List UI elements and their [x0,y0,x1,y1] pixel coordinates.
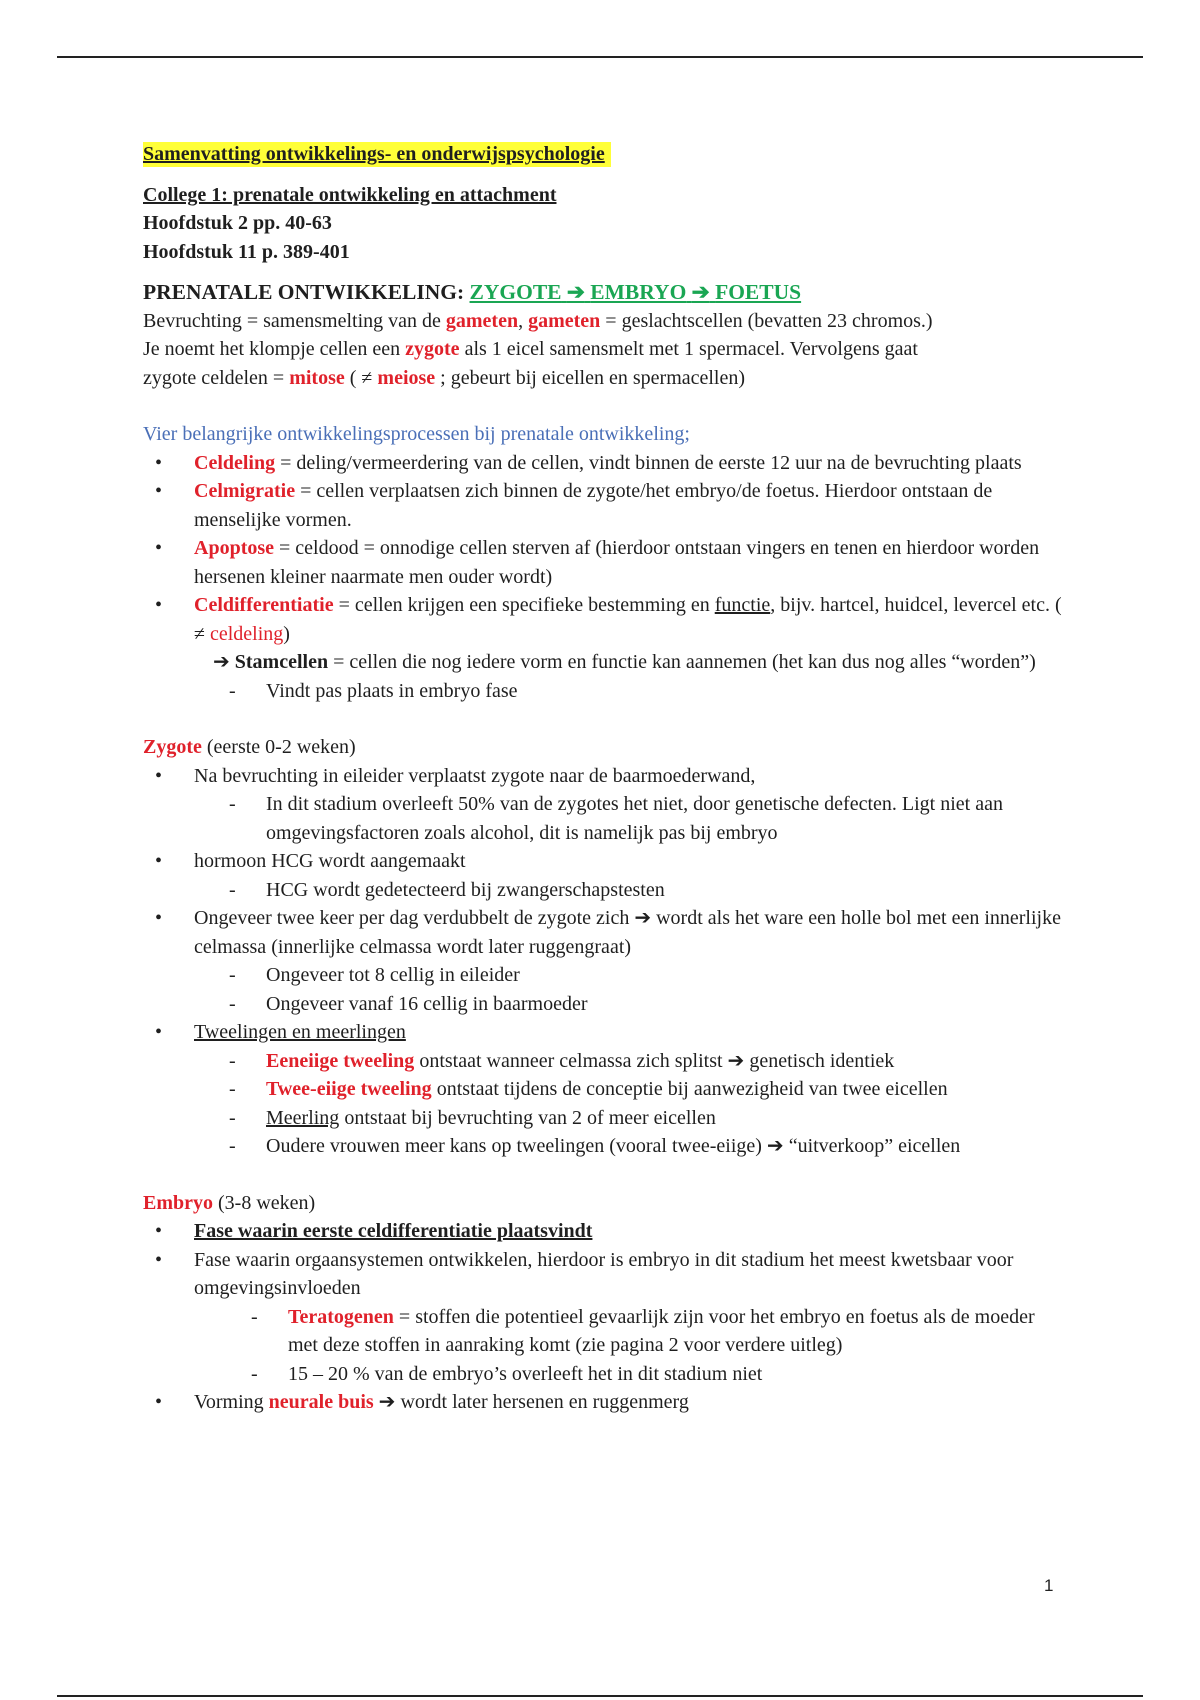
list-item: • Apoptose = celdood = onnodige cellen sterven af (hierdoor ontstaan vingers en tenen en hierdoor worden hersenen kleiner naarmate men ouder wordt) [143,534,1063,591]
zygote-heading: Zygote (eerste 0-2 weken) [143,736,356,758]
embryo-list [143,1217,1063,1417]
document-title: Samenvatting ontwikkelings- en onderwijspsychologie [143,142,611,167]
arrow-icon: ➔ [566,280,585,304]
list-item: - Eeneiige tweeling ontstaat wanneer celmassa zich splitst ➔ genetisch identiek [143,1047,1063,1076]
list-item: - Meerling ontstaat bij bevruchting van 2 of meer eicellen [143,1104,1063,1133]
zygote-list [143,762,1063,1161]
stage-zygote: ZYGOTE ➔ EMBRYO ➔ FOETUS [469,280,802,304]
paragraph-fertilization: Bevruchting = samensmelting van de gameten, gameten = geslachtscellen (bevatten 23 chromos.) [143,309,933,332]
prenatal-heading: PRENATALE ONTWIKKELING: ZYGOTE ➔ EMBRYO ➔ FOETUS [143,280,802,304]
list-item: • Celdifferentiatie = cellen krijgen een specifieke bestemming en functie, bijv. hartcel, huidcel, levercel etc. ( ≠ celdeling) [143,591,1063,648]
top-rule [57,56,1143,58]
arrow-icon: ➔ [634,907,652,929]
list-item: - Ongeveer tot 8 cellig in eileider [143,961,1063,990]
college-heading: College 1: prenatale ontwikkeling en attachment [143,183,557,206]
arrow-icon: ➔ [727,1049,745,1072]
embryo-heading: Embryo (3-8 weken) [143,1191,316,1214]
list-item: - HCG wordt gedetecteerd bij zwangerschapstesten [143,876,1063,905]
stemcells-note: ➔ Stamcellen = cellen die nog iedere vorm en functie kan aannemen (het kan dus nog alles “worden”) [213,651,1036,673]
processes-list [143,449,1063,649]
page-number: 1 [1044,1576,1054,1595]
list-item: • Celdeling = deling/vermeerdering van de cellen, vindt binnen de eerste 12 uur na de bevruchting plaats [143,449,1063,478]
list-item: - Teratogenen = stoffen die potentieel gevaarlijk zijn voor het embryo en foetus als de moeder met deze stoffen in aanraking komt (zie pagina 2 voor verdere uitleg) [143,1303,1063,1360]
arrow-icon: ➔ [766,1135,784,1157]
list-item: • Tweelingen en meerlingen [143,1018,1063,1047]
list-item: - Ongeveer vanaf 16 cellig in baarmoeder [143,990,1063,1019]
list-item: • Fase waarin eerste celdifferentiatie plaatsvindt [143,1217,1063,1246]
arrow-icon: ➔ [213,651,230,673]
list-item: • Ongeveer twee keer per dag verdubbelt de zygote zich ➔ wordt als het ware een holle bol met een innerlijke celmassa (innerlijke celmassa wordt later ruggengraat) [143,904,1063,961]
list-item: - Twee-eiige tweeling ontstaat tijdens de conceptie bij aanwezigheid van twee eicellen [143,1075,1063,1104]
list-item: - In dit stadium overleeft 50% van de zygotes het niet, door genetische defecten. Ligt niet aan omgevingsfactoren zoals alcohol, dit is namelijk pas bij embryo [143,790,1063,847]
chapter-ref-2: Hoofdstuk 11 p. 389-401 [143,240,350,263]
paragraph-mitosis: zygote celdelen = mitose ( ≠ meiose ; gebeurt bij eicellen en spermacellen) [143,366,746,389]
processes-heading: Vier belangrijke ontwikkelingsprocessen bij prenatale ontwikkeling; [143,423,690,445]
list-item: • hormoon HCG wordt aangemaakt [143,847,1063,876]
list-item: • Celmigratie = cellen verplaatsen zich binnen de zygote/het embryo/de foetus. Hierdoor ontstaan de menselijke vormen. [143,477,1063,534]
bottom-rule [57,1695,1143,1697]
list-item: - Oudere vrouwen meer kans op tweelingen (vooral twee-eiige) ➔ “uitverkoop” eicellen [143,1132,1063,1161]
paragraph-zygote: Je noemt het klompje cellen een zygote als 1 eicel samensmelt met 1 spermacel. Vervolgens gaat [143,338,918,360]
chapter-ref-1: Hoofdstuk 2 pp. 40-63 [143,212,332,234]
list-item: • Fase waarin orgaansystemen ontwikkelen, hierdoor is embryo in dit stadium het meest kwetsbaar voor omgevingsinvloeden [143,1246,1063,1303]
arrow-icon: ➔ [691,280,710,304]
document-page [143,140,1063,1417]
list-item: - 15 – 20 % van de embryo’s overleeft het in dit stadium niet [143,1360,1063,1389]
arrow-icon: ➔ [378,1391,396,1413]
list-item: • Na bevruchting in eileider verplaatst zygote naar de baarmoederwand, [143,762,1063,791]
list-item: - Vindt pas plaats in embryo fase [143,677,1063,706]
list-item: • Vorming neurale buis ➔ wordt later hersenen en ruggenmerg [143,1388,1063,1417]
